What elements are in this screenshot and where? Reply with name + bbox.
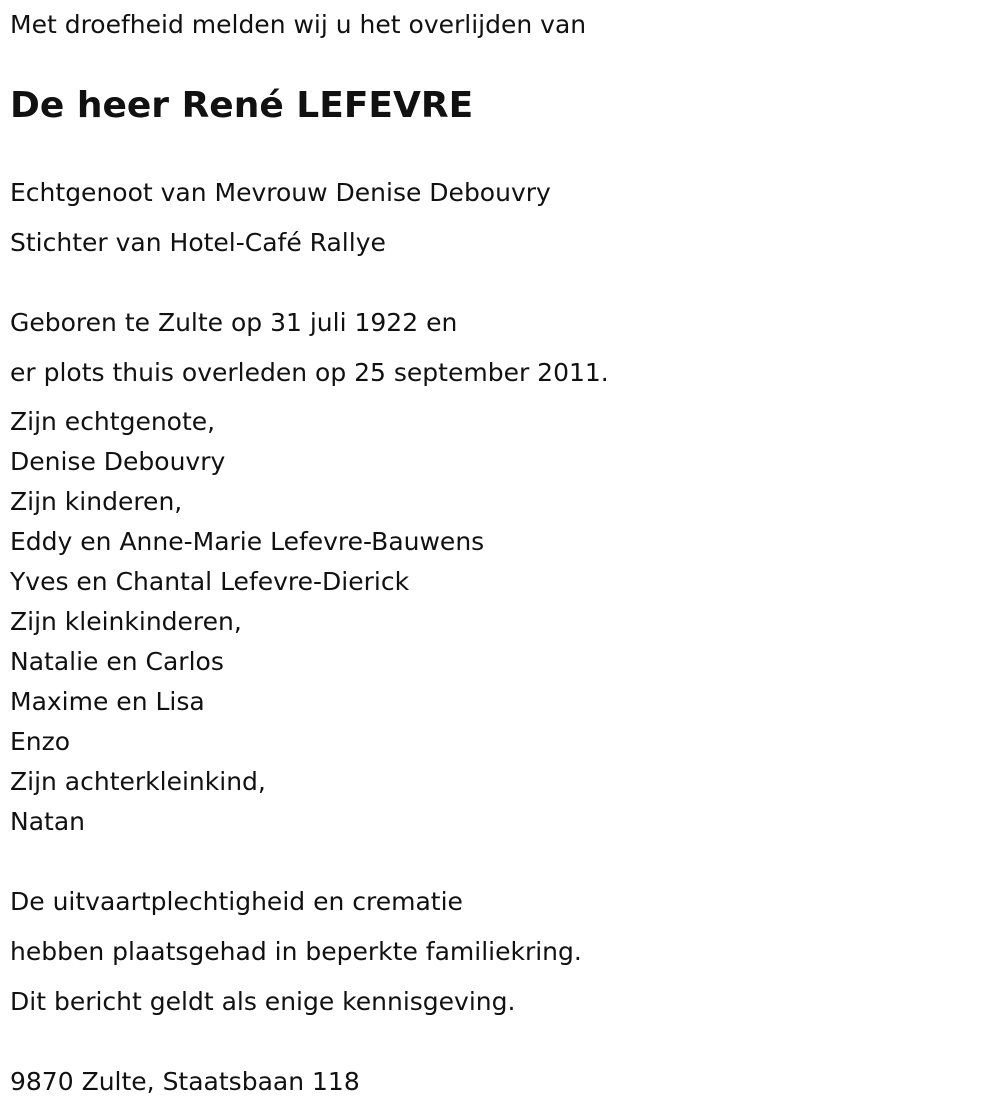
family-grandchild-2: Maxime en Lisa — [10, 687, 205, 716]
family-children-label: Zijn kinderen, — [10, 487, 183, 516]
spouse-title: Echtgenoot van Mevrouw Denise Debouvry — [10, 178, 551, 207]
family-great-grandchild: Natan — [10, 807, 85, 836]
family-child-2: Yves en Chantal Lefevre-Dierick — [10, 567, 410, 596]
family-child-1: Eddy en Anne-Marie Lefevre-Bauwens — [10, 527, 485, 556]
intro-text: Met droefheid melden wij u het overlijden van — [10, 10, 587, 39]
family-grandchild-3: Enzo — [10, 727, 71, 756]
family-grandchild-1: Natalie en Carlos — [10, 647, 224, 676]
family-grandchildren-label: Zijn kleinkinderen, — [10, 607, 242, 636]
funeral-text-1: De uitvaartplechtigheid en crematie — [10, 887, 463, 916]
address: 9870 Zulte, Staatsbaan 118 — [10, 1067, 360, 1096]
family-spouse-label: Zijn echtgenote, — [10, 407, 216, 436]
notice-text: Dit bericht geldt als enige kennisgeving. — [10, 987, 516, 1016]
birth-text: Geboren te Zulte op 31 juli 1922 en — [10, 308, 458, 337]
obituary-notice — [10, 0, 990, 1115]
funeral-text-2: hebben plaatsgehad in beperkte familiekring. — [10, 937, 582, 966]
founder-title: Stichter van Hotel-Café Rallye — [10, 228, 386, 257]
deceased-name: De heer René LEFEVRE — [10, 85, 474, 126]
family-spouse-name: Denise Debouvry — [10, 447, 226, 476]
family-great-grandchild-label: Zijn achterkleinkind, — [10, 767, 266, 796]
death-text: er plots thuis overleden op 25 september 2011. — [10, 358, 609, 387]
